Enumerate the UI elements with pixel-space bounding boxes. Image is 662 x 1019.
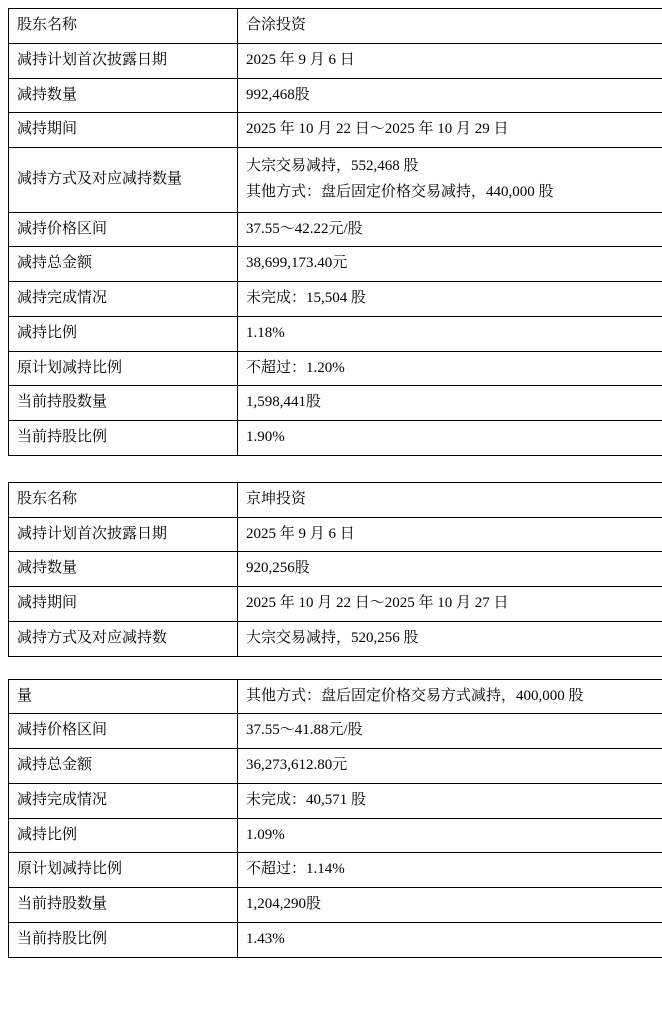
row-label: 股东名称 (9, 482, 238, 517)
row-label: 减持计划首次披露日期 (9, 43, 238, 78)
table-row (9, 517, 662, 552)
row-value: 37.55～41.88元/股 (238, 714, 662, 749)
table-row (9, 482, 662, 517)
row-value: 1.43% (238, 922, 662, 957)
table-row (9, 113, 662, 148)
table-row (9, 351, 662, 386)
table-row (9, 587, 662, 622)
row-label: 股东名称 (9, 9, 238, 44)
row-label: 减持方式及对应减持数 (9, 621, 238, 656)
row-label: 减持完成情况 (9, 783, 238, 818)
row-value: 不超过：1.14% (238, 853, 662, 888)
table-row (9, 888, 662, 923)
row-value: 36,273,612.80元 (238, 749, 662, 784)
row-value-line: 大宗交易减持，552,468 股 (246, 158, 419, 174)
row-value (238, 148, 662, 213)
row-value: 1.90% (238, 421, 662, 456)
row-label: 减持价格区间 (9, 714, 238, 749)
table-row (9, 621, 662, 656)
row-value: 合涂投资 (238, 9, 662, 44)
shareholder-reduction-table-3 (8, 679, 662, 958)
row-value: 1.09% (238, 818, 662, 853)
row-label: 当前持股比例 (9, 922, 238, 957)
row-value: 其他方式：盘后固定价格交易方式减持，400,000 股 (238, 679, 662, 714)
table-row (9, 818, 662, 853)
row-value: 2025 年 10 月 22 日～2025 年 10 月 29 日 (238, 113, 662, 148)
row-label: 减持价格区间 (9, 212, 238, 247)
table-row (9, 212, 662, 247)
row-label: 减持比例 (9, 316, 238, 351)
row-label: 原计划减持比例 (9, 351, 238, 386)
row-value: 38,699,173.40元 (238, 247, 662, 282)
row-label: 减持总金额 (9, 247, 238, 282)
row-value: 1,598,441股 (238, 386, 662, 421)
table-row (9, 148, 662, 213)
table-row (9, 679, 662, 714)
table-row (9, 922, 662, 957)
row-label: 减持期间 (9, 587, 238, 622)
row-value: 未完成：15,504 股 (238, 282, 662, 317)
row-value: 2025 年 9 月 6 日 (238, 43, 662, 78)
row-label: 减持计划首次披露日期 (9, 517, 238, 552)
row-label: 减持总金额 (9, 749, 238, 784)
row-value: 未完成：40,571 股 (238, 783, 662, 818)
row-value: 大宗交易减持，520,256 股 (238, 621, 662, 656)
table-row (9, 714, 662, 749)
row-label: 减持完成情况 (9, 282, 238, 317)
row-label: 减持方式及对应减持数量 (9, 148, 238, 213)
row-label: 减持数量 (9, 78, 238, 113)
row-value: 1,204,290股 (238, 888, 662, 923)
row-label: 减持比例 (9, 818, 238, 853)
table-row (9, 421, 662, 456)
table-row (9, 386, 662, 421)
table-row (9, 783, 662, 818)
row-label: 当前持股数量 (9, 386, 238, 421)
row-label: 量 (9, 679, 238, 714)
table-row (9, 749, 662, 784)
row-label: 当前持股比例 (9, 421, 238, 456)
row-value: 不超过：1.20% (238, 351, 662, 386)
row-value: 1.18% (238, 316, 662, 351)
row-label: 减持数量 (9, 552, 238, 587)
table-row (9, 78, 662, 113)
row-value: 37.55～42.22元/股 (238, 212, 662, 247)
row-value: 992,468股 (238, 78, 662, 113)
row-value: 京坤投资 (238, 482, 662, 517)
table-row (9, 43, 662, 78)
table-row (9, 9, 662, 44)
table-row (9, 282, 662, 317)
table-row (9, 316, 662, 351)
row-label: 当前持股数量 (9, 888, 238, 923)
table-row (9, 853, 662, 888)
row-value-line: 其他方式：盘后固定价格交易减持，440,000 股 (246, 183, 554, 200)
page-break-spacer (8, 657, 654, 679)
table-row (9, 552, 662, 587)
row-label: 减持期间 (9, 113, 238, 148)
row-value: 2025 年 9 月 6 日 (238, 517, 662, 552)
table-row (9, 247, 662, 282)
row-label: 原计划减持比例 (9, 853, 238, 888)
row-value: 2025 年 10 月 22 日～2025 年 10 月 27 日 (238, 587, 662, 622)
row-value: 920,256股 (238, 552, 662, 587)
shareholder-reduction-table-1 (8, 8, 662, 456)
shareholder-reduction-table-2 (8, 482, 662, 657)
table-spacer (8, 456, 654, 482)
